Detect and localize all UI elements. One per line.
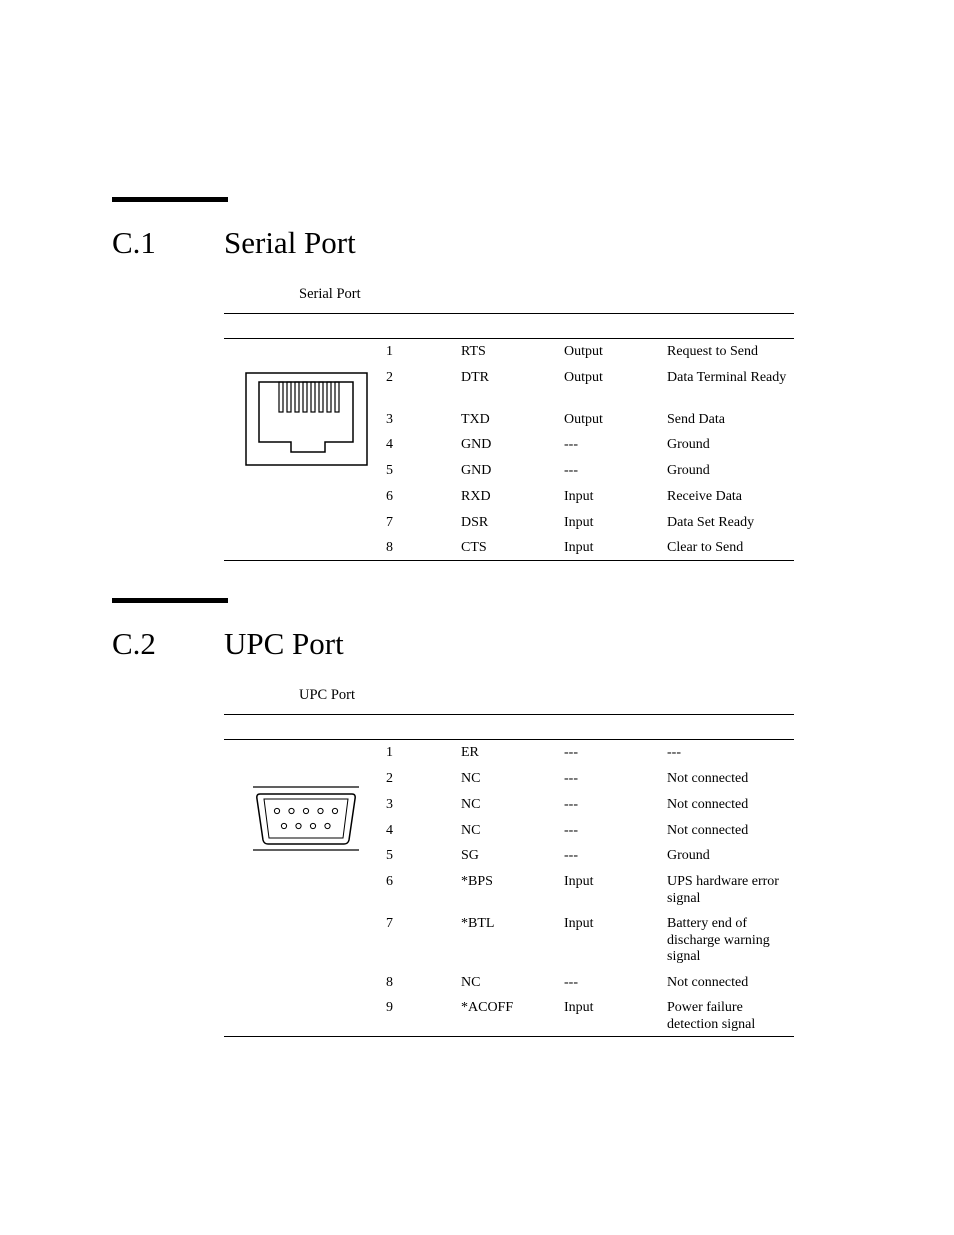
pin-number: 7 (386, 515, 393, 530)
signal-description: Clear to Send (667, 540, 744, 555)
signal-name: RTS (461, 344, 486, 359)
pin-number: 1 (386, 745, 393, 760)
pin-number: 5 (386, 848, 393, 863)
signal-direction: --- (564, 771, 578, 786)
signal-description: Request to Send (667, 344, 758, 359)
signal-direction: --- (564, 848, 578, 863)
signal-direction: --- (564, 463, 578, 478)
signal-direction: Input (564, 515, 594, 530)
pin-number: 8 (386, 540, 393, 555)
signal-direction: Input (564, 489, 594, 504)
table-caption: UPC Port (299, 687, 356, 703)
pin-number: 6 (386, 489, 393, 504)
signal-direction: Input (564, 874, 594, 889)
signal-direction: --- (564, 745, 578, 760)
signal-description: Not connected (667, 797, 749, 812)
pin-number: 6 (386, 874, 393, 889)
section-title: UPC Port (224, 626, 344, 661)
pin-number: 3 (386, 797, 393, 812)
signal-name: GND (461, 437, 492, 452)
signal-description: Ground (667, 848, 710, 863)
pin-number: 4 (386, 437, 393, 452)
table-caption: Serial Port (299, 286, 361, 302)
signal-description: Data Set Ready (667, 515, 755, 530)
pin-number: 2 (386, 771, 393, 786)
section-number: C.2 (112, 626, 156, 661)
signal-name: ER (461, 745, 479, 760)
table-top-rule (224, 714, 794, 715)
signal-direction: --- (564, 797, 578, 812)
table-bottom-rule (224, 1036, 794, 1037)
signal-description: UPS hardware error signal (667, 874, 779, 906)
pin-number: 3 (386, 412, 393, 427)
section-title: Serial Port (224, 225, 356, 260)
signal-direction: --- (564, 823, 578, 838)
signal-name: NC (461, 797, 481, 812)
signal-description: --- (667, 745, 681, 760)
section-rule (112, 197, 228, 202)
pin-number: 9 (386, 1000, 393, 1015)
signal-name: DTR (461, 370, 489, 385)
signal-direction: Output (564, 344, 603, 359)
signal-direction: --- (564, 437, 578, 452)
signal-name: SG (461, 848, 479, 863)
pin-number: 5 (386, 463, 393, 478)
signal-description: Not connected (667, 771, 749, 786)
db9-connector-icon (252, 786, 360, 852)
signal-description: Not connected (667, 823, 749, 838)
signal-name: DSR (461, 515, 489, 530)
signal-direction: Input (564, 916, 594, 931)
section-number: C.1 (112, 225, 156, 260)
signal-description: Power failure detection signal (667, 1000, 756, 1032)
signal-description: Receive Data (667, 489, 743, 504)
signal-name: NC (461, 975, 481, 990)
signal-direction: Input (564, 1000, 594, 1015)
signal-description: Not connected (667, 975, 749, 990)
section-rule (112, 598, 228, 603)
pin-number: 8 (386, 975, 393, 990)
pin-number: 7 (386, 916, 393, 931)
signal-direction: Output (564, 412, 603, 427)
signal-name: GND (461, 463, 492, 478)
signal-description: Battery end of discharge warning signal (667, 916, 770, 964)
signal-name: RXD (461, 489, 491, 504)
signal-name: NC (461, 823, 481, 838)
signal-name: *ACOFF (461, 1000, 514, 1015)
table-bottom-rule (224, 560, 794, 561)
signal-name: *BTL (461, 916, 495, 931)
signal-description: Ground (667, 463, 710, 478)
pin-number: 1 (386, 344, 393, 359)
signal-name: *BPS (461, 874, 493, 889)
signal-description: Ground (667, 437, 710, 452)
signal-name: TXD (461, 412, 490, 427)
signal-direction: Input (564, 540, 594, 555)
signal-description: Data Terminal Ready (667, 370, 787, 385)
signal-name: CTS (461, 540, 487, 555)
signal-direction: Output (564, 370, 603, 385)
table-header-rule (224, 739, 794, 740)
rj45-connector-icon (245, 372, 369, 467)
table-header-rule (224, 338, 794, 339)
pin-number: 4 (386, 823, 393, 838)
signal-name: NC (461, 771, 481, 786)
signal-direction: --- (564, 975, 578, 990)
pin-number: 2 (386, 370, 393, 385)
signal-description: Send Data (667, 412, 725, 427)
table-top-rule (224, 313, 794, 314)
